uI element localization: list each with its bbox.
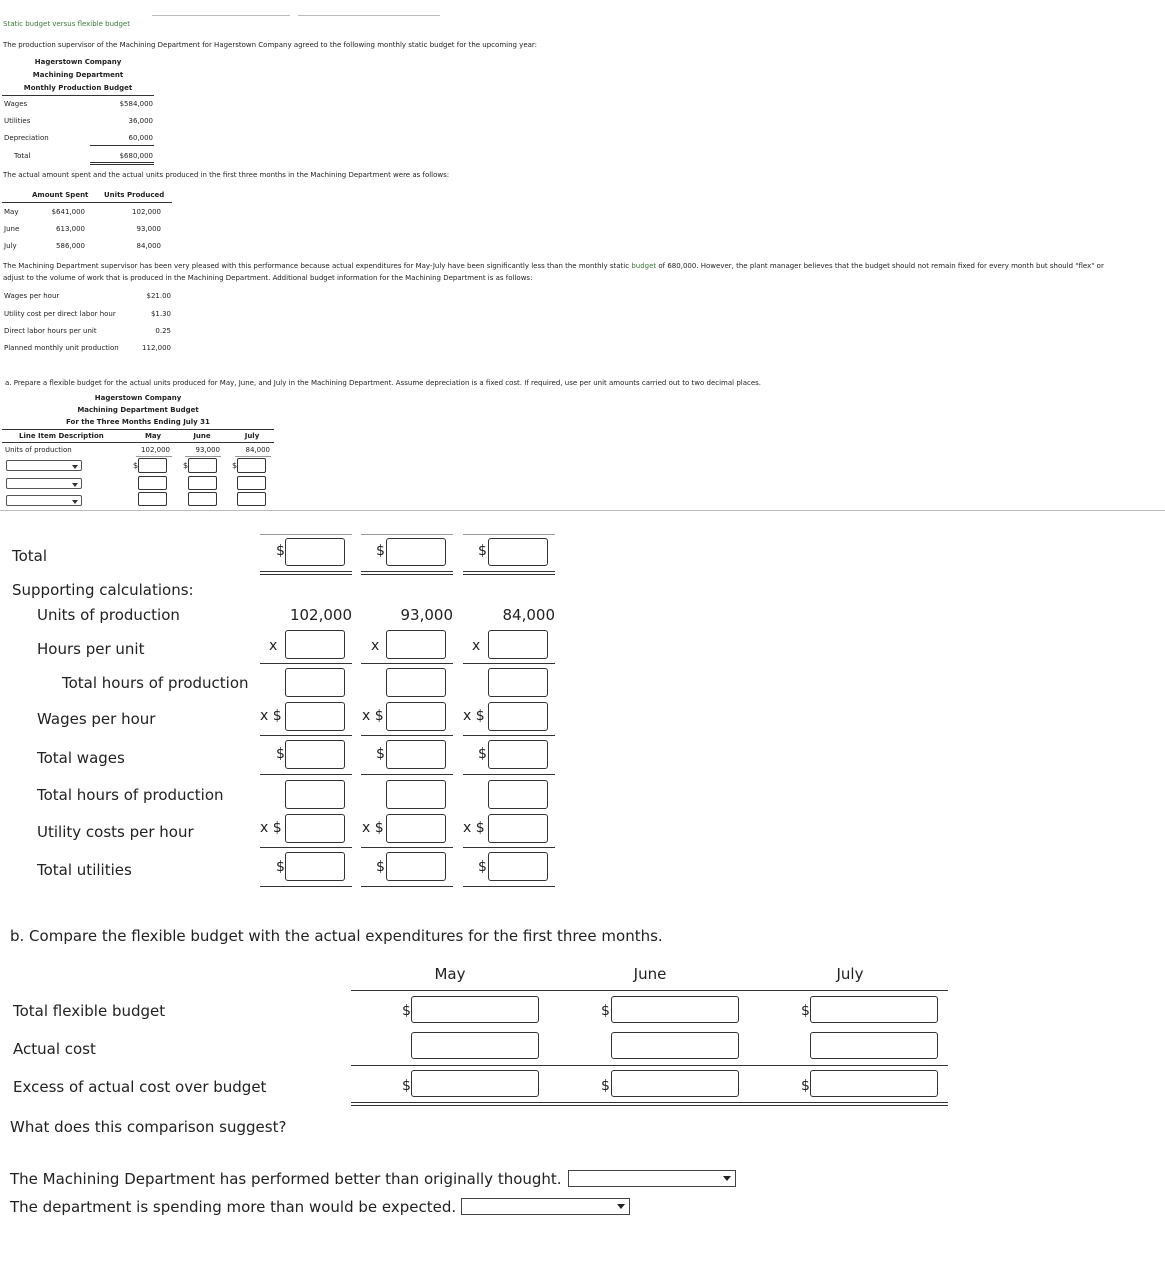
- july-line2-input[interactable]: [237, 476, 266, 490]
- multiply-dollar-sign: x $: [362, 820, 384, 836]
- additional-label: Utility cost per direct labor hour: [4, 310, 116, 318]
- june-line3-input[interactable]: [188, 492, 217, 506]
- static-row-value: 36,000: [128, 117, 153, 125]
- actual-month: June: [4, 225, 20, 233]
- static-row-label: Utilities: [4, 117, 31, 125]
- actual-amount: 586,000: [56, 242, 85, 250]
- may-line1-input[interactable]: [138, 458, 167, 473]
- dollar-sign: $: [402, 1078, 411, 1094]
- dollar-sign: $: [232, 461, 238, 470]
- paragraph-text: The Machining Department supervisor has been very pleased with this performance because actual expenditures for May-July have been significantly less than the monthly static: [3, 262, 632, 270]
- col-line-item: Line Item Description: [19, 432, 104, 440]
- total-flexible-budget-label: Total flexible budget: [13, 1002, 166, 1020]
- may-actual-cost-input[interactable]: [411, 1032, 539, 1059]
- multiply-dollar-sign: x $: [362, 708, 384, 724]
- wages-per-hour-label: Wages per hour: [37, 710, 156, 728]
- additional-value: $1.30: [150, 310, 171, 318]
- july-flexible-budget-input[interactable]: [810, 996, 938, 1023]
- supporting-heading: Supporting calculations:: [12, 581, 194, 599]
- statement-2-select[interactable]: [461, 1198, 630, 1215]
- static-row-label: Total: [14, 152, 31, 160]
- june-flexible-budget-input[interactable]: [611, 996, 739, 1023]
- dollar-sign: $: [478, 543, 487, 559]
- may-total-input[interactable]: [285, 538, 345, 566]
- dollar-sign: $: [276, 543, 285, 559]
- july-total-input[interactable]: [488, 538, 548, 566]
- multiply-sign: x: [269, 638, 278, 654]
- total-wages-label: Total wages: [37, 749, 125, 767]
- july-total-utilities-input[interactable]: [488, 852, 548, 881]
- col-b-june: June: [633, 965, 667, 983]
- may-excess-input[interactable]: [411, 1070, 539, 1097]
- june-total-utilities-input[interactable]: [386, 852, 446, 881]
- june-hours-per-unit-input[interactable]: [386, 630, 446, 659]
- may-line2-input[interactable]: [138, 476, 167, 490]
- multiply-dollar-sign: x $: [260, 820, 282, 836]
- may-line3-input[interactable]: [138, 492, 167, 506]
- static-company: Hagerstown Company: [34, 58, 122, 66]
- static-row-label: Wages: [4, 100, 28, 108]
- dollar-sign: $: [601, 1003, 610, 1019]
- may-total-utilities-input[interactable]: [285, 852, 345, 881]
- dollar-sign: $: [478, 746, 487, 762]
- actual-amount: $641,000: [51, 208, 85, 216]
- july-total-wages-input[interactable]: [488, 740, 548, 769]
- budget-title: Machining Department Budget: [77, 406, 199, 414]
- static-dept: Machining Department: [32, 71, 124, 79]
- june-actual-cost-input[interactable]: [611, 1032, 739, 1059]
- statement-1: The Machining Department has performed better than originally thought.: [10, 1170, 562, 1188]
- actual-col-units: Units Produced: [104, 191, 165, 199]
- june-total-hours-input[interactable]: [386, 668, 446, 697]
- budget-link[interactable]: budget: [631, 262, 657, 270]
- paragraph-line1: [3, 262, 1104, 271]
- june-line2-input[interactable]: [188, 476, 217, 490]
- june-total-hours-2-input[interactable]: [386, 780, 446, 809]
- paragraph-line2: adjust to the volume of work that is produced in the Machining Department. Additional budget information for the Machining Department is as follows:: [3, 274, 533, 282]
- dollar-sign: $: [801, 1003, 810, 1019]
- multiply-sign: x: [371, 638, 380, 654]
- july-utility-per-hour-input[interactable]: [488, 814, 548, 843]
- line-item-select-2[interactable]: [6, 478, 82, 489]
- total-label: Total: [12, 547, 48, 565]
- actual-month: July: [4, 242, 17, 250]
- units-june-value: 93,000: [400, 606, 453, 624]
- static-row-value: $680,000: [119, 152, 153, 160]
- line-item-select-1[interactable]: [6, 460, 82, 471]
- may-utility-per-hour-input[interactable]: [285, 814, 345, 843]
- actual-month: May: [4, 208, 19, 216]
- units-june: 93,000: [195, 446, 220, 454]
- actual-units: 84,000: [136, 242, 161, 250]
- comparison-question: What does this comparison suggest?: [10, 1118, 287, 1136]
- dollar-sign: $: [601, 1078, 610, 1094]
- additional-value: 0.25: [155, 327, 171, 335]
- june-total-input[interactable]: [386, 538, 446, 566]
- units-july: 84,000: [245, 446, 270, 454]
- top-divider: [152, 15, 290, 16]
- july-actual-cost-input[interactable]: [810, 1032, 938, 1059]
- units-of-production-label: Units of production: [37, 606, 180, 624]
- additional-label: Wages per hour: [4, 292, 60, 300]
- chevron-down-icon: [72, 465, 78, 469]
- total-hours-label: Total hours of production: [62, 674, 249, 692]
- multiply-dollar-sign: x $: [463, 708, 485, 724]
- may-hours-per-unit-input[interactable]: [285, 630, 345, 659]
- budget-period: For the Three Months Ending July 31: [66, 418, 210, 426]
- chevron-down-icon: [723, 1176, 731, 1181]
- additional-label: Direct labor hours per unit: [4, 327, 97, 335]
- static-row-value: 60,000: [128, 134, 153, 142]
- chevron-down-icon: [617, 1204, 625, 1209]
- intro-text: The production supervisor of the Machining Department for Hagerstown Company agreed to the following monthly static budget for the upcoming year:: [3, 41, 538, 49]
- june-wages-per-hour-input[interactable]: [386, 702, 446, 731]
- actual-col-amount: Amount Spent: [32, 191, 89, 199]
- actual-units: 102,000: [132, 208, 161, 216]
- statement-2: The department is spending more than would be expected.: [10, 1198, 457, 1216]
- dollar-sign: $: [801, 1078, 810, 1094]
- dollar-sign: $: [376, 746, 385, 762]
- part-b-heading: b. Compare the flexible budget with the actual expenditures for the first three months.: [10, 927, 663, 945]
- units-may: 102,000: [141, 446, 170, 454]
- dollar-sign: $: [402, 1003, 411, 1019]
- may-wages-per-hour-input[interactable]: [285, 702, 345, 731]
- june-total-wages-input[interactable]: [386, 740, 446, 769]
- actual-amount: 613,000: [56, 225, 85, 233]
- may-flexible-budget-input[interactable]: [411, 996, 539, 1023]
- july-wages-per-hour-input[interactable]: [488, 702, 548, 731]
- budget-company: Hagerstown Company: [94, 394, 182, 402]
- static-row-label: Depreciation: [4, 134, 49, 142]
- june-utility-per-hour-input[interactable]: [386, 814, 446, 843]
- additional-value: 112,000: [142, 344, 171, 352]
- total-utilities-label: Total utilities: [37, 861, 132, 879]
- units-label: Units of production: [5, 446, 72, 454]
- col-b-july: July: [836, 965, 864, 983]
- col-b-may: May: [434, 965, 466, 983]
- additional-label: Planned monthly unit production: [4, 344, 119, 352]
- actual-units: 93,000: [136, 225, 161, 233]
- july-total-hours-input[interactable]: [488, 668, 548, 697]
- dollar-sign: $: [276, 746, 285, 762]
- static-title: Monthly Production Budget: [23, 84, 133, 92]
- dollar-sign: $: [478, 859, 487, 875]
- part-a-instruction: a. Prepare a flexible budget for the actual units produced for May, June, and July in the Machining Department. Assume depreciation is a fixed cost. If required, use per unit amounts carried out to two decimal places.: [5, 379, 762, 387]
- dollar-sign: $: [376, 859, 385, 875]
- june-excess-input[interactable]: [611, 1070, 739, 1097]
- dollar-sign: $: [376, 543, 385, 559]
- hours-per-unit-label: Hours per unit: [37, 640, 145, 658]
- dollar-sign: $: [276, 859, 285, 875]
- dollar-sign: $: [133, 461, 139, 470]
- top-divider: [298, 15, 440, 16]
- july-excess-input[interactable]: [810, 1070, 938, 1097]
- col-june: June: [193, 432, 211, 440]
- actual-cost-label: Actual cost: [13, 1040, 96, 1058]
- july-line3-input[interactable]: [237, 492, 266, 506]
- multiply-sign: x: [472, 638, 481, 654]
- utility-per-hour-label: Utility costs per hour: [37, 823, 194, 841]
- chevron-down-icon: [72, 500, 78, 504]
- may-total-hours-input[interactable]: [285, 668, 345, 697]
- units-july-value: 84,000: [502, 606, 555, 624]
- june-line1-input[interactable]: [188, 458, 217, 473]
- multiply-dollar-sign: x $: [463, 820, 485, 836]
- excess-label: Excess of actual cost over budget: [13, 1078, 267, 1096]
- multiply-dollar-sign: x $: [260, 708, 282, 724]
- may-total-hours-2-input[interactable]: [285, 780, 345, 809]
- units-may-value: 102,000: [289, 606, 352, 624]
- static-row-value: $584,000: [119, 100, 153, 108]
- additional-value: $21.00: [146, 292, 171, 300]
- col-july: July: [244, 432, 260, 440]
- total-hours-label-2: Total hours of production: [37, 786, 224, 804]
- statement-1-select[interactable]: [568, 1170, 736, 1187]
- line-item-select-3[interactable]: [6, 495, 82, 506]
- dollar-sign: $: [183, 461, 189, 470]
- paragraph-text: of 680,000. However, the plant manager believes that the budget should not remain fixed for every month but should "flex" or: [656, 262, 1104, 270]
- page-title: Static budget versus flexible budget: [3, 20, 130, 28]
- july-total-hours-2-input[interactable]: [488, 780, 548, 809]
- col-may: May: [144, 432, 162, 440]
- chevron-down-icon: [72, 483, 78, 487]
- actual-intro: The actual amount spent and the actual units produced in the first three months in the Machining Department were as follows:: [3, 171, 450, 179]
- july-hours-per-unit-input[interactable]: [488, 630, 548, 659]
- may-total-wages-input[interactable]: [285, 740, 345, 769]
- july-line1-input[interactable]: [237, 458, 266, 473]
